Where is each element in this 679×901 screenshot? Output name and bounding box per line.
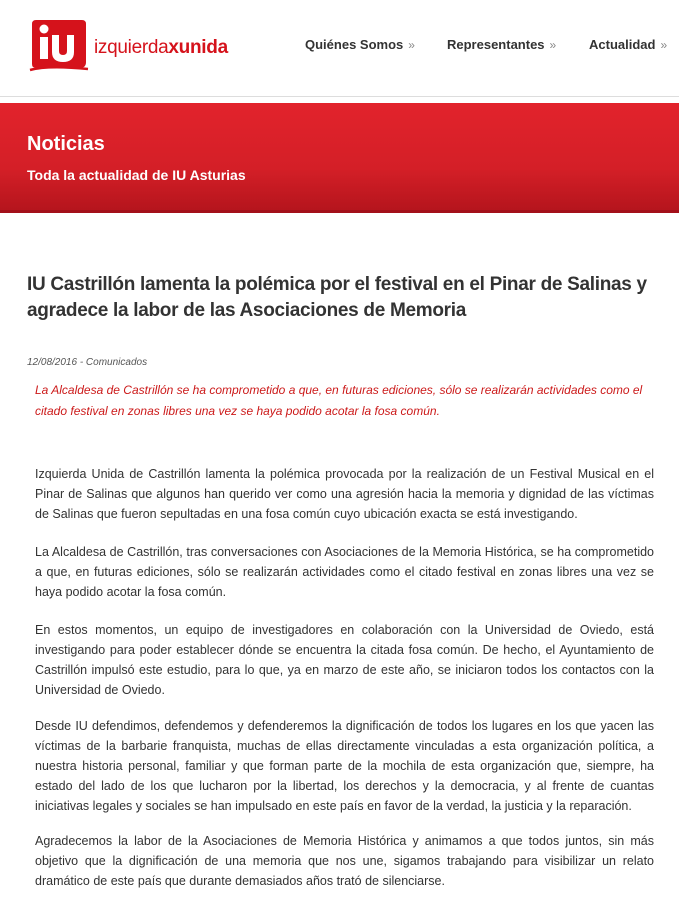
article-title: IU Castrillón lamenta la polémica por el festival en el Pinar de Salinas y agradece la labor de las Asociaciones de Memoria <box>27 274 647 321</box>
chevron-right-icon: » <box>549 38 557 52</box>
main-nav <box>0 37 679 55</box>
article-paragraph: Agradecemos la labor de la Asociaciones de Memoria Histórica y animamos a que todos juntos, sin más objetivo que la dignificación de una memoria que nos une, sigamos trabajando para visibilizar un relato dramático de este país que durante demasiados años trató de silenciarse. <box>35 834 654 888</box>
article-meta: 12/08/2016 - Comunicados <box>27 357 148 368</box>
logo-text-bold: xunida <box>168 37 228 58</box>
logo-text-light: izquierda <box>94 37 169 58</box>
banner-title: Noticias <box>27 133 105 155</box>
nav-item-actualidad[interactable] <box>589 37 667 52</box>
nav-item-label: Quiénes Somos <box>305 37 404 52</box>
article-paragraph: Desde IU defendimos, defendemos y defenderemos la dignificación de todos los lugares en los que yacen las víctimas de la barbarie franquista, muchas de ellas directamente vinculadas a esta organización política, a nuestra historia personal, familiar y que forman parte de la mochila de esta organización que, siempre, ha estado del lado de los que lucharon por la libertad, los derechos y la democracia, y al frente de cuantas iniciativas legales y sociales se han impulsado en este país en favor de la verdad, la justicia y la reparación. <box>35 719 654 813</box>
article-paragraph: Izquierda Unida de Castrillón lamenta la polémica provocada por la realización de un Festival Musical en el Pinar de Salinas que algunos han querido ver como una agresión hacia la memoria y dignidad de las víctimas de Salinas que fueron sepultadas en una fosa común cuyo ubicación exacta se está investigando. <box>35 467 654 521</box>
nav-item-quienes-somos[interactable] <box>305 37 415 52</box>
article-lead: La Alcaldesa de Castrillón se ha comprometido a que, en futuras ediciones, sólo se realizarán actividades como el citado festival en zonas libres una vez se haya podido acotar la fosa común. <box>35 383 643 418</box>
chevron-right-icon: » <box>660 38 668 52</box>
article-paragraph: En estos momentos, un equipo de investigadores en colaboración con la Universidad de Oviedo, está investigando para poder establecer dónde se encuentra la citada fosa común. De hecho, el Ayuntamiento de Castrillón impulsó este estudio, para lo que, ya en marzo de este año, se iniciaron todos los contactos con la Universidad de Oviedo. <box>35 623 654 697</box>
nav-item-label: Actualidad <box>589 37 656 52</box>
banner-subtitle: Toda la actualidad de IU Asturias <box>27 167 246 183</box>
site-header <box>0 0 679 97</box>
section-banner <box>0 103 679 213</box>
nav-item-representantes[interactable] <box>447 37 556 52</box>
article-paragraph: La Alcaldesa de Castrillón, tras conversaciones con Asociaciones de la Memoria Histórica, se ha comprometido a que, en futuras ediciones, sólo se realizarán actividades como el citado festival en zonas libres una vez se haya podido acotar la fosa común. <box>35 545 654 599</box>
nav-item-label: Representantes <box>447 37 545 52</box>
chevron-right-icon: » <box>408 38 415 52</box>
